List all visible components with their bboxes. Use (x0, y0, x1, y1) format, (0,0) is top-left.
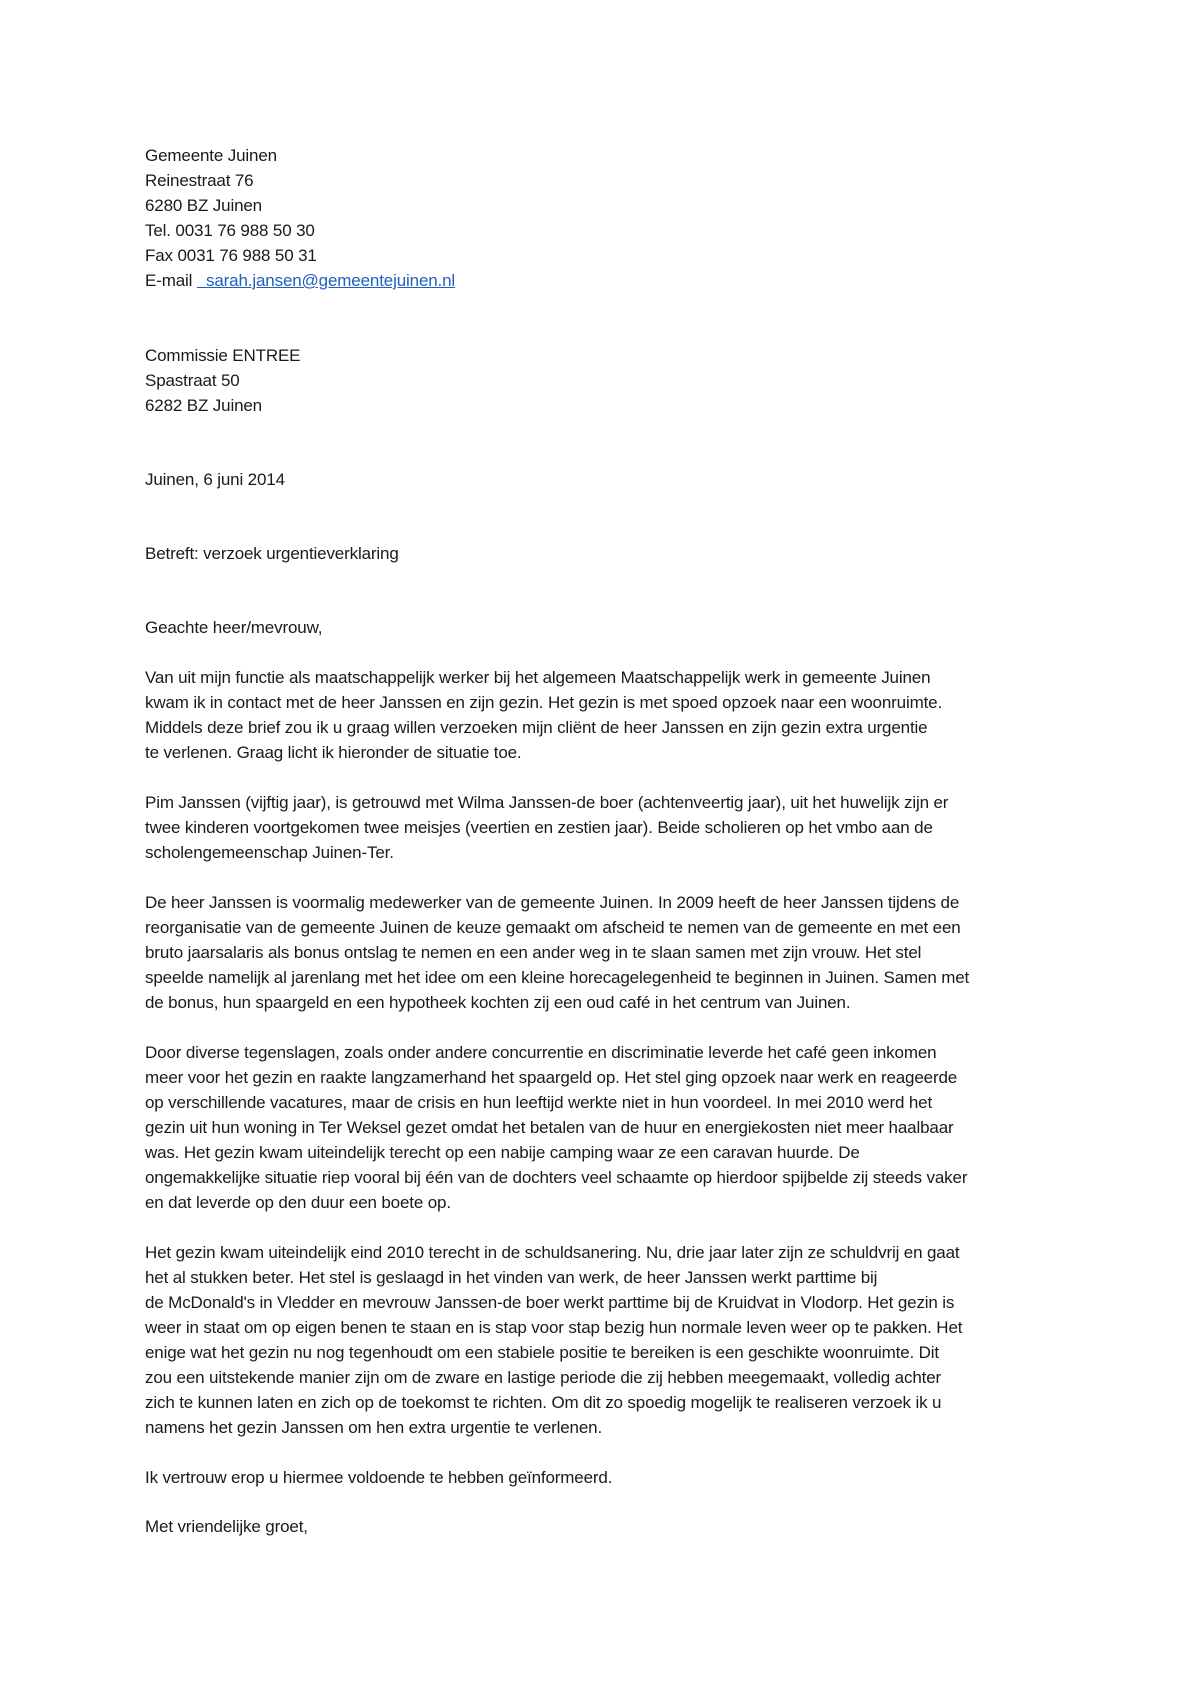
body-line: zich te kunnen laten en zich op de toekomst te richten. Om dit zo spoedig mogelijk te realiseren verzoek ik u (145, 1393, 942, 1412)
body-line: Middels deze brief zou ik u graag willen verzoeken mijn cliënt de heer Janssen en zijn gezin extra urgentie (145, 718, 928, 737)
paragraph-1 (145, 665, 1075, 765)
body-line: reorganisatie van de gemeente Juinen de keuze gemaakt om afscheid te nemen van de gemeente en met een (145, 918, 961, 937)
letter-closing (145, 1514, 1075, 1539)
body-line: zou een uitstekende manier zijn om de zware en lastige periode die zij hebben meegemaakt, volledig achter (145, 1368, 942, 1387)
sender-postal: 6280 BZ Juinen (145, 196, 262, 215)
body-line: Het gezin kwam uiteindelijk eind 2010 terecht in de schuldsanering. Nu, drie jaar later zijn ze schuldvrij en gaat (145, 1243, 960, 1262)
body-line: Pim Janssen (vijftig jaar), is getrouwd met Wilma Janssen-de boer (achtenveertig jaar), uit het huwelijk zijn er (145, 793, 949, 812)
body-line: bruto jaarsalaris als bonus ontslag te nemen en een ander weg in te slaan samen met zijn vrouw. Het stel (145, 943, 922, 962)
body-line: Ik vertrouw erop u hiermee voldoende te hebben geïnformeerd. (145, 1468, 613, 1487)
letter-document (145, 143, 1075, 1539)
body-line: de bonus, hun spaargeld en een hypotheek kochten zij een oud café in het centrum van Juinen. (145, 993, 851, 1012)
paragraph-6 (145, 1465, 1075, 1490)
sender-fax: Fax 0031 76 988 50 31 (145, 246, 317, 265)
body-line: Door diverse tegenslagen, zoals onder andere concurrentie en discriminatie leverde het café geen inkomen (145, 1043, 937, 1062)
body-line: op verschillende vacatures, maar de crisis en hun leeftijd werkte niet in hun voordeel. In mei 2010 werd het (145, 1093, 933, 1112)
date-text: Juinen, 6 juni 2014 (145, 470, 285, 489)
email-link[interactable]: sarah.jansen@gemeentejuinen.nl (206, 271, 456, 290)
sender-street: Reinestraat 76 (145, 171, 254, 190)
letter-body (145, 665, 1075, 1490)
recipient-name: Commissie ENTREE (145, 346, 301, 365)
recipient-postal: 6282 BZ Juinen (145, 396, 262, 415)
paragraph-5 (145, 1240, 1075, 1440)
closing-text: Met vriendelijke groet, (145, 1517, 308, 1536)
sender-address (145, 143, 1075, 293)
email-label: E-mail (145, 271, 193, 290)
subject-text: Betreft: verzoek urgentieverklaring (145, 544, 399, 563)
body-line: het al stukken beter. Het stel is geslaagd in het vinden van werk, de heer Janssen werkt parttime bij (145, 1268, 878, 1287)
salutation-text: Geachte heer/mevrouw, (145, 618, 323, 637)
body-line: en dat leverde op den duur een boete op. (145, 1193, 451, 1212)
body-line: Van uit mijn functie als maatschappelijk werker bij het algemeen Maatschappelijk werk in gemeente Juinen (145, 668, 931, 687)
paragraph-3 (145, 890, 1075, 1015)
paragraph-4 (145, 1040, 1075, 1215)
body-line: weer in staat om op eigen benen te staan en is stap voor stap bezig hun normale leven weer op te pakken. Het (145, 1318, 963, 1337)
body-line: speelde namelijk al jarenlang met het idee om een kleine horecagelegenheid te beginnen in Juinen. Samen met (145, 968, 970, 987)
body-line: enige wat het gezin nu nog tegenhoudt om een stabiele positie te bereiken is een geschikte woonruimte. Dit (145, 1343, 940, 1362)
body-line: kwam ik in contact met de heer Janssen en zijn gezin. Het gezin is met spoed opzoek naar een woonruimte. (145, 693, 943, 712)
body-line: ongemakkelijke situatie riep vooral bij één van de dochters veel schaamte op hierdoor spijbelde zij steeds vaker (145, 1168, 968, 1187)
body-line: de McDonald's in Vledder en mevrouw Janssen-de boer werkt parttime bij de Kruidvat in Vlodorp. Het gezin is (145, 1293, 955, 1312)
body-line: meer voor het gezin en raakte langzamerhand het spaargeld op. Het stel ging opzoek naar werk en reageerde (145, 1068, 958, 1087)
body-line: namens het gezin Janssen om hen extra urgentie te verlenen. (145, 1418, 603, 1437)
letter-salutation (145, 615, 1075, 640)
recipient-address (145, 343, 1075, 418)
sender-email-line (145, 268, 1075, 293)
email-link-spacer (197, 271, 206, 290)
body-line: De heer Janssen is voormalig medewerker van de gemeente Juinen. In 2009 heeft de heer Janssen tijdens de (145, 893, 960, 912)
recipient-street: Spastraat 50 (145, 371, 240, 390)
letter-subject (145, 541, 1075, 566)
letter-date (145, 467, 1075, 492)
body-line: scholengemeenschap Juinen-Ter. (145, 843, 394, 862)
sender-name: Gemeente Juinen (145, 146, 277, 165)
body-line: te verlenen. Graag licht ik hieronder de situatie toe. (145, 743, 522, 762)
body-line: gezin uit hun woning in Ter Weksel gezet omdat het betalen van de huur en energiekosten niet meer haalbaar (145, 1118, 954, 1137)
body-line: twee kinderen voortgekomen twee meisjes (veertien en zestien jaar). Beide scholieren op het vmbo aan de (145, 818, 933, 837)
paragraph-2 (145, 790, 1075, 865)
body-line: was. Het gezin kwam uiteindelijk terecht op een nabije camping waar ze een caravan huurde. De (145, 1143, 860, 1162)
sender-tel: Tel. 0031 76 988 50 30 (145, 221, 315, 240)
